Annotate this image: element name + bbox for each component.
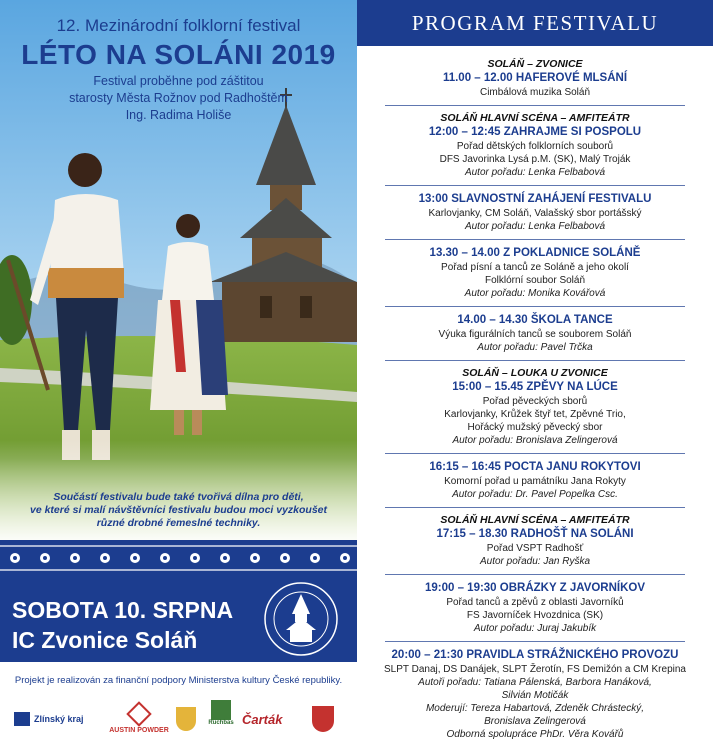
- event-moderators: Bronislava Zelingerová: [484, 716, 586, 727]
- program-title: PROGRAM FESTIVALU: [357, 0, 713, 46]
- logo-zlinsky-kraj-label: Zlínský kraj: [34, 714, 84, 724]
- program-section-1: [357, 58, 713, 99]
- divider: [385, 507, 685, 508]
- program-section-5: [357, 313, 713, 354]
- event-author: Autor pořadu: Jan Ryška: [479, 556, 591, 567]
- logo-ruchbas-label: Ruchbas: [208, 720, 234, 726]
- event-time-title: 16:15 – 16:45 POCTA JANU ROKYTOVI: [429, 461, 641, 473]
- event-time-title: 13.30 – 14.00 Z POKLADNICE SOLÁNĚ: [429, 247, 641, 259]
- program-panel: [357, 0, 713, 755]
- venue-label: SOLÁŇ HLAVNÍ SCÉNA – AMFITEÁTR: [440, 112, 630, 124]
- event-author: Autor pořadu: Juraj Jakubík: [473, 623, 597, 634]
- logo-zlinsky-kraj: [14, 700, 94, 738]
- program-section-7: [357, 460, 713, 501]
- event-author: Autor pořadu: Pavel Trčka: [477, 342, 593, 353]
- event-description: FS Javorníček Hvozdnica (SK): [466, 610, 604, 621]
- event-author: Autor pořadu: Lenka Felbabová: [464, 221, 606, 232]
- event-description: DFS Javorinka Lysá p.M. (SK), Malý Troják: [439, 154, 631, 165]
- event-description: Výuka figurálních tanců se souborem Soláň: [438, 329, 632, 340]
- event-description: Pořad tanců a zpěvů z oblasti Javorníků: [446, 597, 624, 608]
- austin-powder-icon: [126, 701, 151, 726]
- workshop-line-2: ve které si malí návštěvníci festivalu budou moci vyzkoušet: [29, 504, 328, 516]
- event-description: Karlovjanky, Krůžek štyř tet, Zpěvné Trio,: [444, 409, 626, 420]
- event-author: Silvián Motičák: [501, 690, 569, 701]
- program-section-9: [357, 581, 713, 635]
- program-section-8: [357, 514, 713, 568]
- event-description: Komorní pořad u památníku Jana Rokyty: [444, 476, 626, 487]
- date-banner: [0, 576, 357, 662]
- event-description: Pořad písní a tanců ze Soláně a jeho okolí: [441, 262, 629, 273]
- event-description: Hořácký mužský pěvecký sbor: [467, 422, 603, 433]
- event-cooperation: Odborná spolupráce PhDr. Věra Kovářů: [446, 729, 624, 740]
- venue-label: SOLÁŇ – ZVONICE: [487, 58, 583, 70]
- poster-header: [0, 16, 357, 123]
- coat-of-arms-red-icon: [312, 706, 334, 732]
- event-time-title: 12:00 – 12:45 ZAHRAJME SI POSPOLU: [428, 126, 642, 138]
- program-section-4: [357, 246, 713, 300]
- divider: [385, 453, 685, 454]
- patron-line-2: starosty Města Rožnov pod Radhoštěm: [69, 91, 288, 105]
- festival-date: SOBOTA 10. SRPNA: [12, 597, 234, 623]
- zlinsky-kraj-icon: [14, 712, 30, 726]
- folk-ornament-band: [0, 540, 357, 576]
- patron-line-3: Ing. Radima Holiše: [125, 108, 232, 122]
- event-description: Pořad pěveckých sborů: [482, 396, 588, 407]
- festival-number: 12. Mezinárodní folklorní festival: [56, 16, 301, 35]
- event-time-title: 17:15 – 18.30 RADHOŠŤ NA SOLÁNI: [436, 528, 634, 540]
- divider: [385, 105, 685, 106]
- event-author: Autoři pořadu: Tatiana Pálenská, Barbora Hanáková,: [418, 677, 652, 688]
- event-moderators: Moderují: Tereza Habartová, Zdeněk Chrástecký,: [425, 703, 645, 714]
- sponsor-logos: [14, 700, 354, 740]
- divider: [385, 641, 685, 642]
- program-section-10: [357, 648, 713, 741]
- coat-of-arms-icon: [176, 707, 196, 731]
- venue-label: SOLÁŇ – LOUKA U ZVONICE: [462, 367, 608, 379]
- event-time-title: 15:00 – 15.45 ZPĚVY NA LÚCE: [452, 381, 618, 393]
- event-author: Autor pořadu: Monika Kovářová: [464, 288, 606, 299]
- program-section-3: [357, 192, 713, 233]
- event-time-title: 20:00 – 21:30 PRAVIDLA STRÁŽNICKÉHO PROVOZU: [391, 649, 679, 661]
- grant-note: Projekt je realizován za finanční podpory Ministerstva kultury České republiky.: [14, 675, 343, 686]
- ruchbas-icon: [211, 700, 231, 720]
- program-list: [357, 58, 713, 741]
- workshop-note: [10, 491, 347, 530]
- festival-title: LÉTO NA SOLÁNI 2019: [21, 39, 336, 70]
- workshop-line-3: různé drobné řemeslné techniky.: [96, 517, 261, 529]
- program-section-6: [357, 367, 713, 447]
- event-time-title: 13:00 SLAVNOSTNÍ ZAHÁJENÍ FESTIVALU: [418, 193, 652, 205]
- divider: [385, 574, 685, 575]
- event-time-title: 14.00 – 14.30 ŠKOLA TANCE: [457, 314, 613, 326]
- logo-cartak: [242, 700, 304, 738]
- bell-tower-seal-icon: [262, 580, 340, 658]
- event-author: Autor pořadu: Bronislava Zelingerová: [452, 435, 618, 446]
- event-time-title: 11.00 – 12.00 HAFEROVÉ MLSÁNÍ: [442, 72, 628, 84]
- logo-cartak-label: Čarták: [242, 711, 283, 727]
- logo-austin-powder: [108, 700, 170, 738]
- event-author: Autor pořadu: Lenka Felbabová: [464, 167, 606, 178]
- logo-coat-of-arms-2: [312, 700, 336, 738]
- event-description: Folklórní soubor Soláň: [484, 275, 586, 286]
- logo-ruchbas: [208, 700, 234, 738]
- event-description: Pořad VSPT Radhošť: [486, 543, 584, 554]
- workshop-line-1: Součástí festivalu bude také tvořivá dílna pro děti,: [53, 491, 304, 503]
- event-description: Pořad dětských folklorních souborů: [456, 141, 614, 152]
- logo-austin-powder-label: AUSTIN POWDER: [109, 726, 169, 734]
- divider: [385, 306, 685, 307]
- logo-coat-of-arms-1: [176, 700, 198, 738]
- event-description: Karlovjanky, CM Soláň, Valašský sbor portášský: [428, 208, 642, 219]
- festival-venue: IC Zvonice Soláň: [12, 627, 198, 653]
- event-description: Cimbálová muzika Soláň: [479, 87, 591, 98]
- venue-label: SOLÁŇ HLAVNÍ SCÉNA – AMFITEÁTR: [440, 514, 630, 526]
- divider: [385, 239, 685, 240]
- event-description: SLPT Danaj, DS Danájek, SLPT Žerotín, FS Demižón a CM Krepina: [384, 664, 686, 675]
- divider: [385, 185, 685, 186]
- event-author: Autor pořadu: Dr. Pavel Popelka Csc.: [452, 489, 618, 500]
- event-time-title: 19:00 – 19:30 OBRÁZKY Z JAVORNÍKOV: [424, 582, 646, 594]
- patron-line-1: Festival proběhne pod záštitou: [93, 74, 264, 88]
- divider: [385, 360, 685, 361]
- program-section-2: [357, 112, 713, 179]
